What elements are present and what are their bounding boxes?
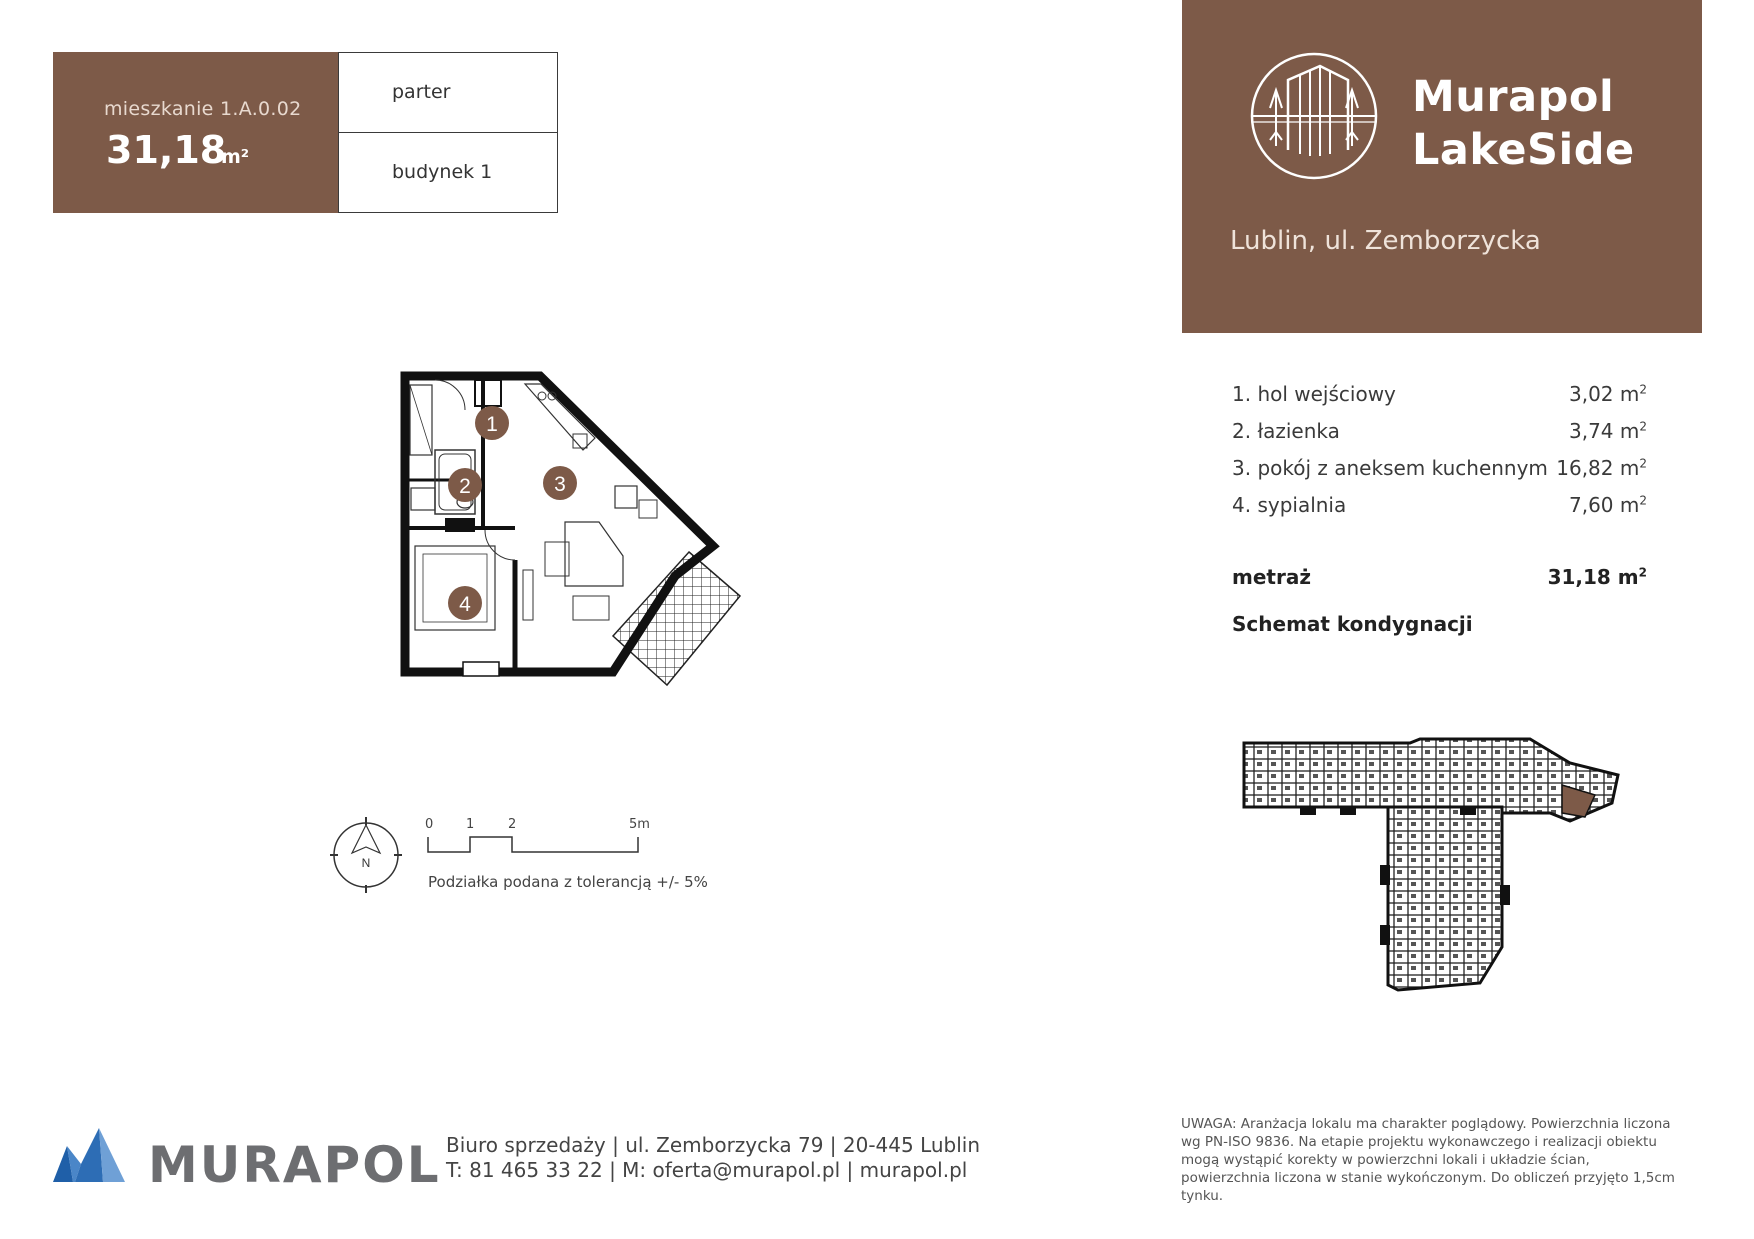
apartment-area-unit: m²: [221, 146, 250, 168]
brand-name-line2: LakeSide: [1412, 125, 1635, 175]
room-area: 3,02 $m^2$: [1568, 382, 1647, 406]
room-name: 3. pokój z aneksem kuchennym: [1232, 456, 1548, 480]
compass-icon: [328, 815, 404, 895]
location-info-table: [338, 52, 558, 213]
room-number: 4: [459, 593, 471, 616]
scale-tick-label: 1: [466, 817, 475, 832]
room-number: 3: [554, 473, 566, 496]
total-area-value: 31,18 $m^2$: [1547, 565, 1647, 589]
apartment-label: mieszkanie 1.A.0.02: [104, 98, 302, 120]
building-cell: budynek 1: [392, 161, 493, 184]
apartment-area: 31,18: [106, 128, 227, 172]
building-floor-schema: [1240, 735, 1635, 1005]
apartment-floor-plan: [395, 370, 755, 690]
room-row: [1232, 419, 1647, 443]
floor-schema-label: Schemat kondygnacji: [1232, 612, 1473, 636]
lakeside-logo-icon: [1248, 50, 1380, 182]
room-row: [1232, 493, 1647, 517]
room-name: 2. łazienka: [1232, 419, 1340, 443]
room-row: [1232, 456, 1647, 480]
total-area-label: metraż: [1232, 565, 1311, 589]
room-name: 1. hol wejściowy: [1232, 382, 1396, 406]
room-number: 1: [486, 413, 498, 436]
room-number: 2: [459, 475, 471, 498]
scale-tick-label: 0: [425, 817, 434, 832]
scale-tick-label: 2: [508, 817, 517, 832]
scale-bar: [425, 835, 645, 855]
room-row: [1232, 382, 1647, 406]
room-area: 16,82 $m^2$: [1556, 456, 1647, 480]
office-address: Biuro sprzedaży | ul. Zemborzycka 79 | 20-445 Lublin: [446, 1133, 981, 1157]
office-contact: T: 81 465 33 22 | M: oferta@murapol.pl | murapol.pl: [446, 1158, 968, 1182]
murapol-wordmark: MURAPOL: [148, 1136, 441, 1194]
compass-north-letter: N: [361, 856, 371, 870]
scale-tick-label: 5m: [629, 817, 650, 832]
scale-note: Podziałka podana z tolerancją +/- 5%: [428, 873, 708, 891]
brand-name-line1: Murapol: [1412, 72, 1615, 122]
disclaimer-note: UWAGA: Aranżacja lokalu ma charakter poglądowy. Powierzchnia liczona wg PN-ISO 9836. Na etapie projektu wykonawczego i realizacji obiektu mogą wystąpić korekty w powierzchni lokali i układzie ścian, powierzchnia liczona w stanie wykończonym. Do obliczeń przyjęto 1,5cm tynku.: [1181, 1116, 1675, 1204]
room-area: 3,74 $m^2$: [1568, 419, 1647, 443]
room-area: 7,60 $m^2$: [1568, 493, 1647, 517]
room-name: 4. sypialnia: [1232, 493, 1347, 517]
murapol-logo-icon: [53, 1128, 125, 1182]
floor-cell: parter: [339, 53, 557, 133]
brand-location: Lublin, ul. Zemborzycka: [1230, 226, 1541, 256]
